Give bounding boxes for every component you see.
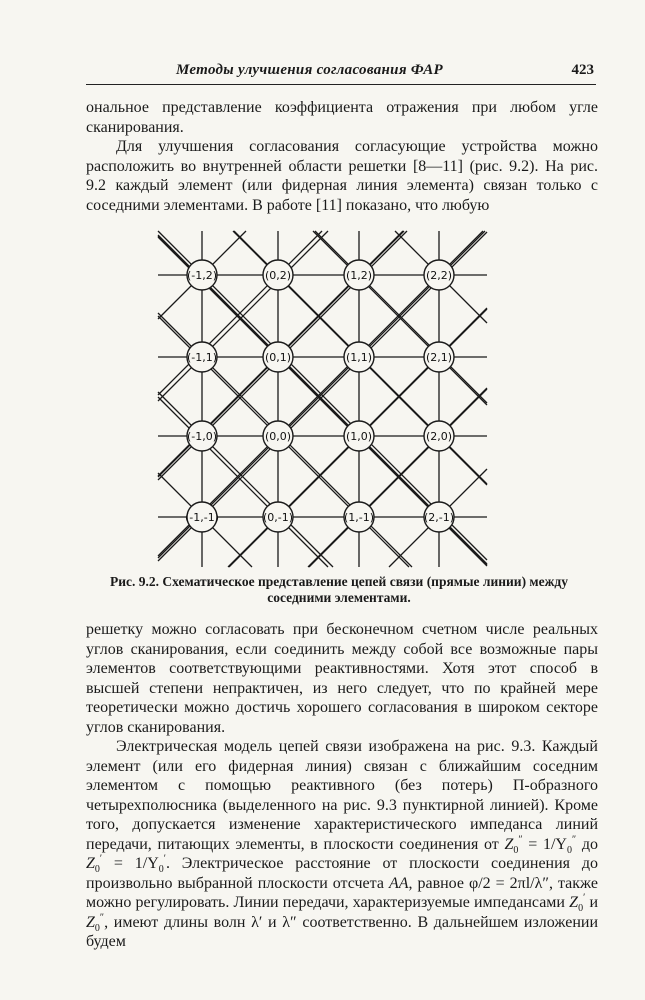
superscript: ″ — [99, 912, 105, 924]
symbol-aa: AA — [388, 874, 409, 892]
element-node-label: (1,0) — [345, 430, 373, 443]
p4-text-c: , равное φ/2 = 2πl/λ″, также можно регулировать. Линии передачи, характеризуемые импедансами — [86, 874, 598, 911]
element-node-label: (2,0) — [425, 430, 453, 443]
p4-eq-1: = 1/Y — [522, 835, 567, 853]
subscript: 0 — [578, 903, 584, 915]
superscript: ″ — [572, 834, 577, 846]
paragraph-2 — [86, 137, 598, 215]
subscript: 0 — [94, 864, 100, 876]
coupling-line-diagonal — [158, 397, 328, 567]
symbol-z: Z — [86, 913, 95, 931]
running-title: Методы улучшения согласования ФАР — [176, 62, 443, 78]
superscript: ′ — [583, 892, 586, 904]
subscript: 0 — [94, 922, 100, 934]
element-node-label: (2,-1) — [423, 511, 455, 524]
symbol-z: Z — [86, 855, 95, 872]
paragraph-4 — [86, 737, 598, 952]
coupling-line-diagonal — [315, 231, 487, 403]
subscript: 0 — [513, 844, 519, 856]
p4-text-a: Электрическая модель цепей связи изображена на рис. 9.3. Каждый элемент (или его фидерная линия) связан с ближайшим соседним элементом с помощью реактивного (без потерь) П-образного четырехполюсника (выделенного на рис. 9.3 пунктирной линией). Кроме того, допускается изменение характеристического импеданса линий передачи, питающих элементы, в плоскости соединения от — [86, 738, 598, 853]
figure-caption: Рис. 9.2. Схематическое представление цепей связи (прямые линии) между соседними элементами. — [110, 574, 568, 605]
coupling-line-diagonal — [158, 392, 333, 567]
element-node-label: (-1,0) — [186, 430, 218, 443]
p4-text-d: , имеют длины волн λ′ и λ″ соответственно. В дальнейшем изложении будем — [86, 913, 598, 950]
coupling-line-diagonal — [308, 388, 487, 567]
element-node-label: (1,-1) — [343, 511, 375, 524]
p4-eq-2: = 1/Y — [102, 855, 159, 872]
subscript: 0 — [567, 844, 572, 856]
coupling-line-diagonal — [313, 231, 487, 405]
element-node-label: (1,2) — [345, 269, 373, 282]
paragraph-2-text: Для улучшения согласования согласующие устройства можно расположить во внутренней области решетки [8—11] (рис. 9.2). На рис. 9.2 каждый элемент (или фидерная линия элемента) связан только с соседними элементами. В работе [11] показано, что любую — [86, 138, 598, 214]
element-node-label: (0,0) — [264, 430, 292, 443]
p4-text-b: . Электрическое расстояние от плоскости соединения до произвольно выбранной плоскости отсчета — [86, 855, 598, 892]
element-node-label: (0,2) — [264, 269, 292, 282]
symbol-z: Z — [504, 835, 514, 853]
superscript: ′ — [99, 853, 103, 865]
p4-do: до — [576, 835, 599, 853]
page-number: 423 — [571, 62, 594, 78]
subscript: 0 — [158, 864, 164, 876]
element-node-label: (-1,-1) — [184, 511, 220, 524]
paragraph-3: решетку можно согласовать при бесконечном счетном числе реальных углов сканирования, если соединить между собой все возможные пары элементов соответствующими реактивностями. Хотя этот способ в высшей степени непрактичен, из него следует, что по крайней мере теоретически можно достичь хорошего согласования в широком секторе углов сканирования. — [86, 621, 598, 736]
running-header — [86, 60, 596, 85]
element-node-label: (-1,1) — [186, 351, 218, 364]
superscript: ′ — [163, 853, 166, 865]
element-node-label: (2,2) — [425, 269, 453, 282]
p4-and: и — [585, 894, 598, 911]
element-node-label: (-1,2) — [186, 269, 218, 282]
figure-9-2 — [150, 223, 495, 575]
element-node-label: (1,1) — [345, 351, 373, 364]
element-node-label: (2,1) — [425, 351, 453, 364]
symbol-z: Z — [569, 894, 579, 911]
coupling-line-diagonal — [309, 389, 487, 567]
element-node-label: (0,-1) — [262, 511, 294, 524]
coupling-grid-diagram — [150, 223, 495, 575]
paragraph-1: ональное представление коэффициента отражения при любом угле сканирования. — [86, 99, 598, 136]
element-node-label: (0,1) — [264, 351, 292, 364]
superscript: ″ — [518, 834, 523, 846]
